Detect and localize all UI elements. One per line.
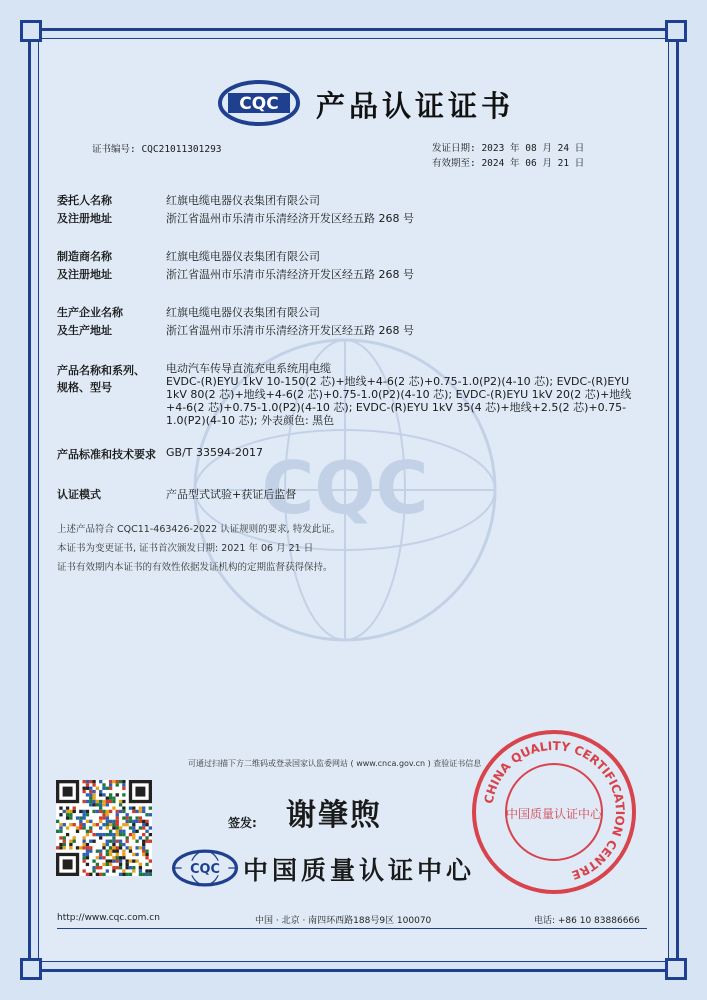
corner-ornament — [665, 20, 687, 42]
manufacturer-value: 红旗电缆电器仪表集团有限公司 — [166, 250, 320, 263]
applicant-address-label: 及注册地址 — [57, 212, 112, 225]
cqc-logo-icon — [172, 846, 238, 890]
svg-text:CQC: CQC — [190, 861, 220, 877]
svg-text:中国质量认证中心: 中国质量认证中心 — [505, 807, 603, 821]
applicant-address-value: 浙江省温州市乐清市乐清经济开发区经五路 268 号 — [166, 212, 414, 225]
valid-until: 有效期至: 2024 年 06 月 21 日 — [432, 158, 585, 169]
certification-mode-label: 认证模式 — [57, 488, 101, 501]
statement-line: 证书有效期内本证书的有效性依据发证机构的定期监督获得保持。 — [57, 562, 333, 573]
manufacturer-address-value: 浙江省温州市乐清市乐清经济开发区经五路 268 号 — [166, 268, 414, 281]
footer-phone: 电话: +86 10 83886666 — [534, 916, 640, 926]
factory-address-label: 及生产地址 — [57, 324, 112, 337]
standard-label: 产品标准和技术要求 — [57, 448, 156, 461]
applicant-value: 红旗电缆电器仪表集团有限公司 — [166, 194, 320, 207]
product-description — [166, 362, 636, 427]
factory-value: 红旗电缆电器仪表集团有限公司 — [166, 306, 320, 319]
manufacturer-label: 制造商名称 — [57, 250, 112, 263]
statement-line: 本证书为变更证书, 证书首次颁发日期: 2021 年 06 月 21 日 — [57, 543, 314, 554]
signature: 谢肇煦 — [286, 798, 382, 833]
corner-ornament — [20, 20, 42, 42]
corner-ornament — [665, 958, 687, 980]
qr-code[interactable] — [56, 780, 152, 876]
svg-text:CQC: CQC — [261, 446, 429, 530]
cqc-logo-icon — [218, 80, 300, 126]
issuing-organization: 中国质量认证中心 — [243, 856, 476, 885]
product-name: 电动汽车传导直流充电系统用电缆 — [166, 362, 331, 375]
statement-line: 上述产品符合 CQC11-463426-2022 认证规则的要求, 特发此证。 — [57, 524, 341, 535]
certification-mode-value: 产品型式试验+获证后监督 — [166, 488, 297, 501]
product-label-line1: 产品名称和系列、 — [57, 364, 145, 377]
svg-text:CQC: CQC — [239, 94, 279, 114]
certificate-title: 产品认证证书 — [316, 89, 515, 123]
product-label-line2: 规格、型号 — [57, 381, 112, 394]
official-seal-stamp — [470, 728, 638, 896]
footer-divider — [57, 928, 647, 929]
footer-website[interactable]: http://www.cqc.com.cn — [57, 913, 160, 923]
product-models: EVDC-(R)EYU 1kV 10-150(2 芯)+地线+4-6(2 芯)+0.75-1.0(P2)(4-10 芯); EVDC-(R)EYU 1kV 80(2 芯)+地线+4-6(2 芯)+0.75-1.0(P2)(4-10 芯); EVDC-(R)EYU 1kV 20(2 芯)+地线+4-6(2 芯)+0.75-1.0(P2)(4-10 芯); EVDC-(R)EYU 1kV 35(4 芯)+地线+2.5(2 芯)+0.75-1.0(P2)(4-10 芯); 外表颜色: 黑色 — [166, 375, 632, 427]
issue-date: 发证日期: 2023 年 08 月 24 日 — [432, 143, 585, 154]
factory-address-value: 浙江省温州市乐清市乐清经济开发区经五路 268 号 — [166, 324, 414, 337]
footer-address: 中国 · 北京 · 南四环西路188号9区 100070 — [255, 916, 432, 926]
verification-note: 可通过扫描下方二维码或登录国家认监委网站 ( www.cnca.gov.cn ) 查验证书信息 — [188, 759, 482, 768]
certificate-number: 证书编号: CQC21011301293 — [92, 144, 222, 155]
certificate-dates — [432, 141, 584, 171]
corner-ornament — [20, 958, 42, 980]
signature-label: 签发: — [228, 816, 257, 830]
manufacturer-address-label: 及注册地址 — [57, 268, 112, 281]
factory-label: 生产企业名称 — [57, 306, 123, 319]
applicant-label: 委托人名称 — [57, 194, 112, 207]
svg-text:CHINA QUALITY CERTIFICATION CE: CHINA QUALITY CERTIFICATION CENTRE — [481, 738, 628, 883]
standard-value: GB/T 33594-2017 — [166, 446, 263, 459]
